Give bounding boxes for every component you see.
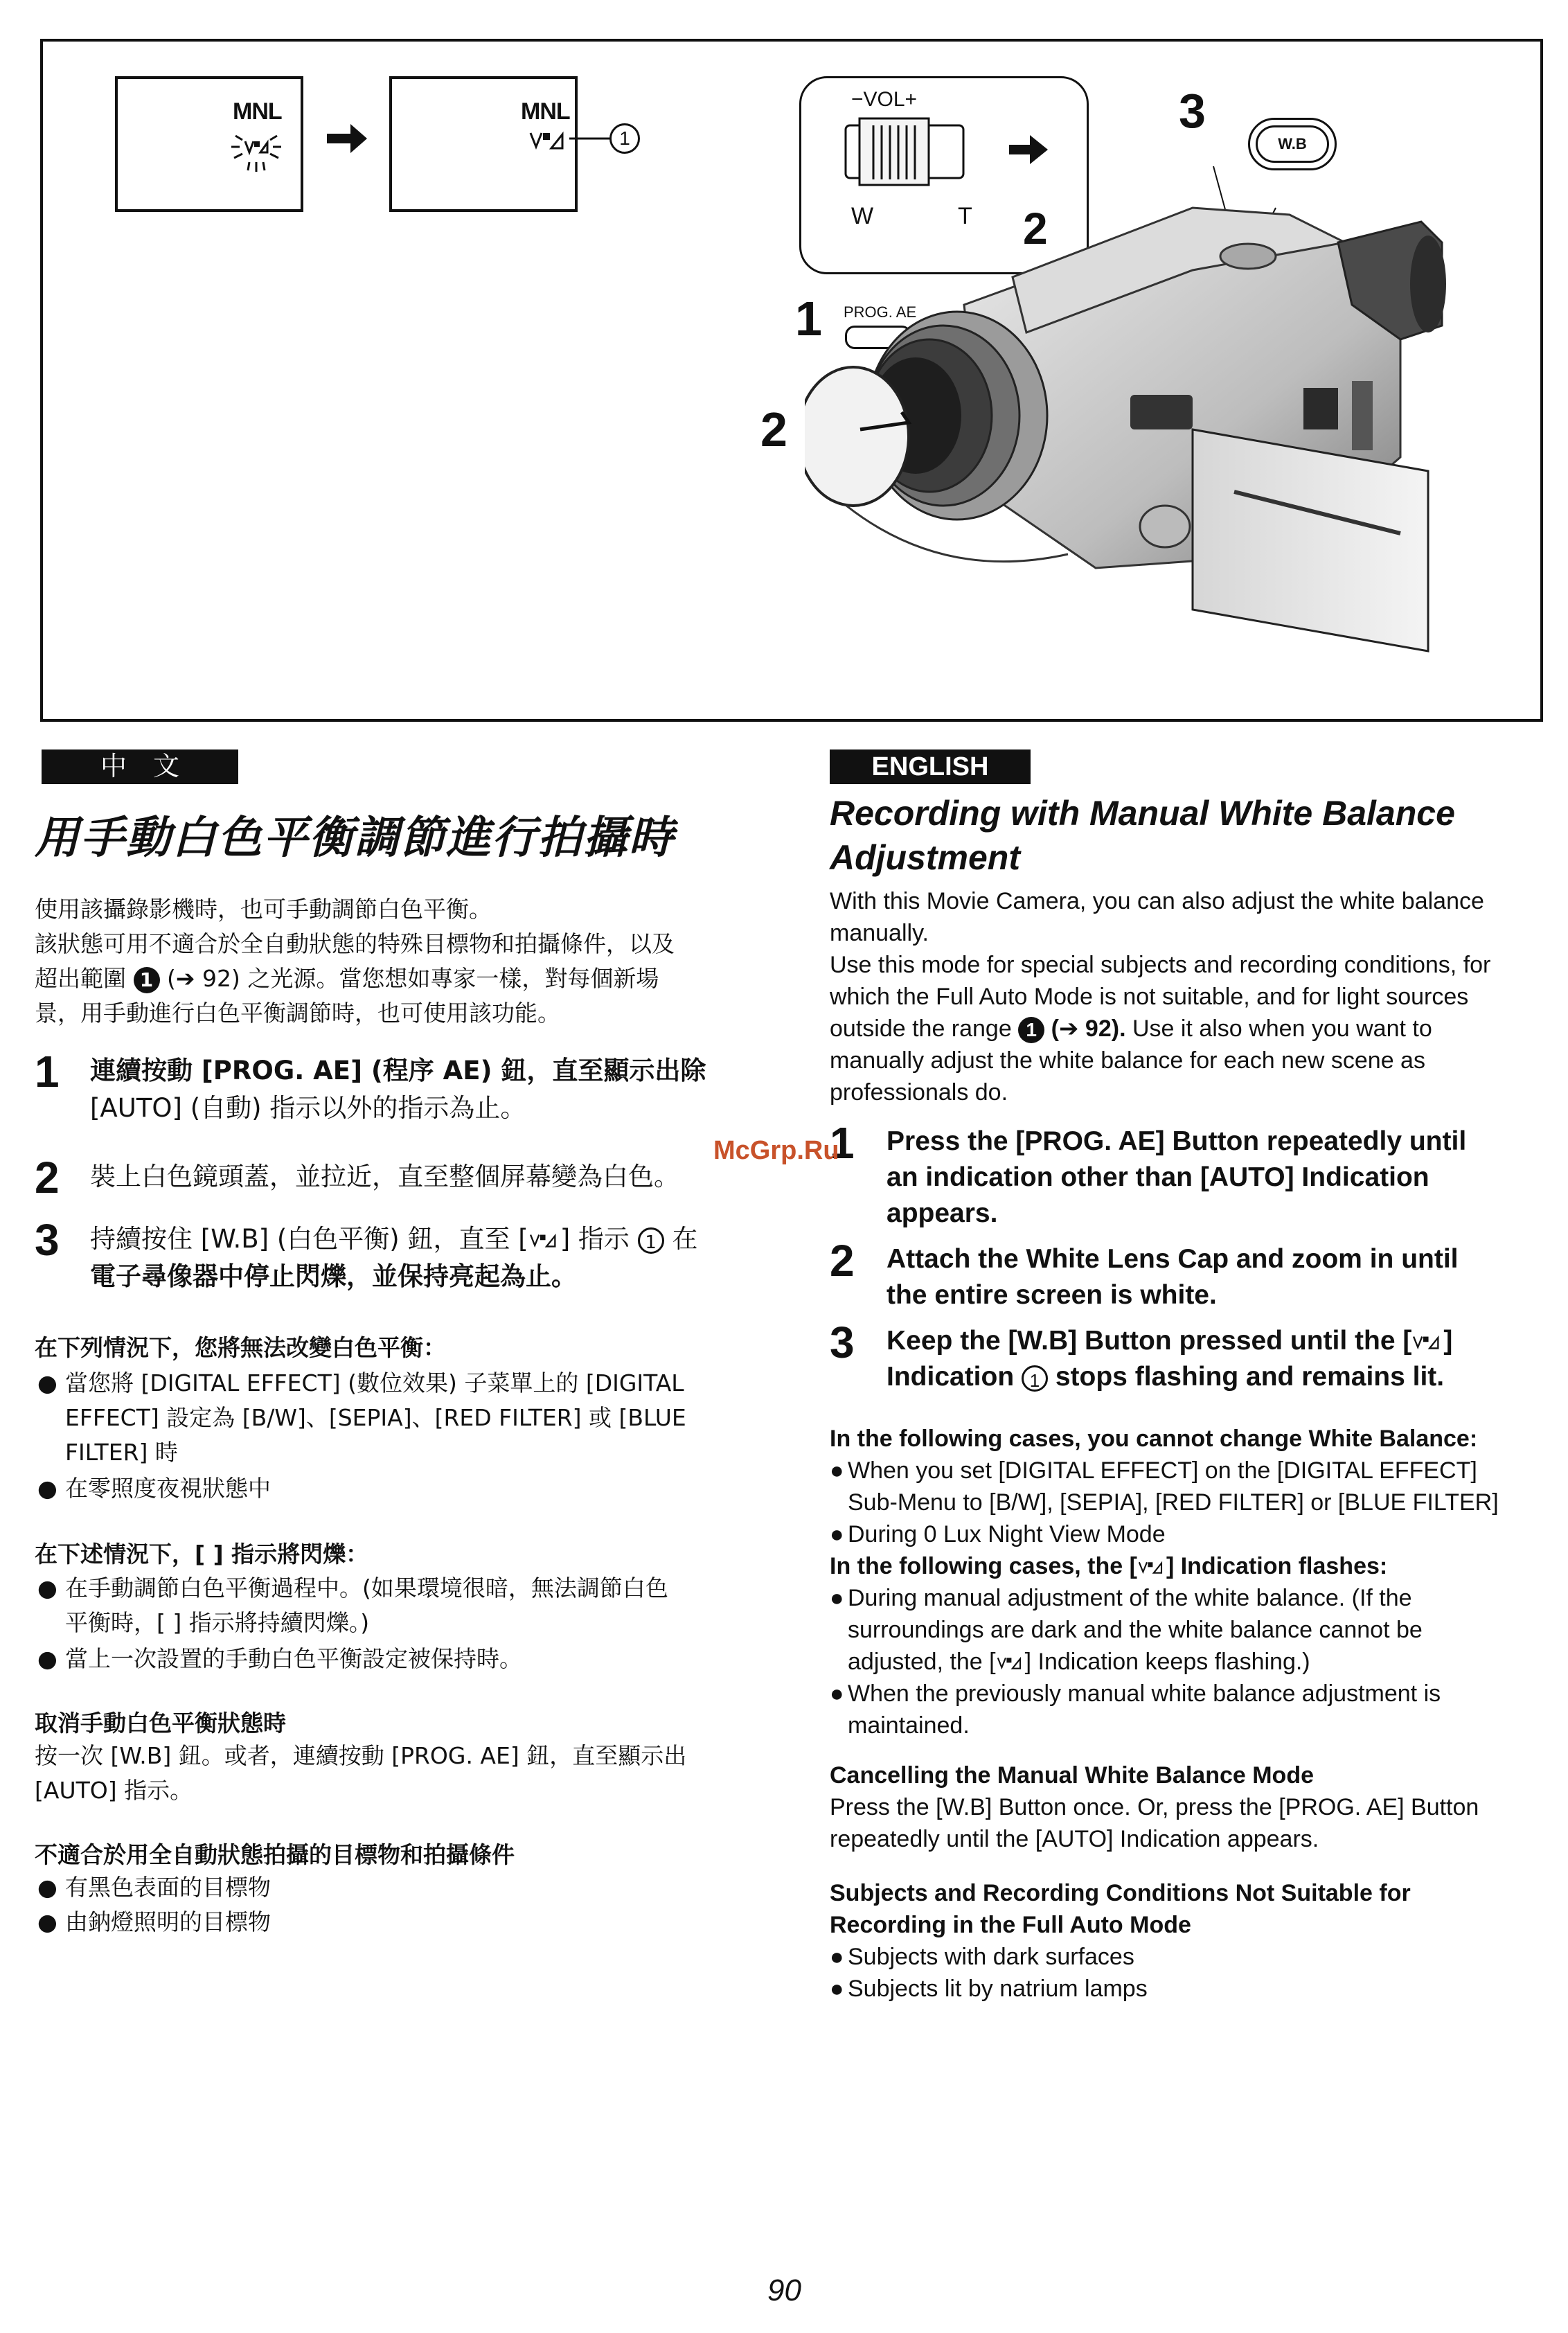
bullet-icon: ● <box>37 1645 57 1672</box>
mnl-label: MNL <box>521 98 570 125</box>
list-item <box>35 1905 755 1940</box>
bullet-icon: ● <box>830 1457 844 1484</box>
list-item-text: 平衡時，[ ] 指示將持續閃爍。) <box>65 1609 370 1636</box>
intro-text: Use it also when you want to <box>1125 1015 1432 1042</box>
mnl-label: MNL <box>233 98 282 125</box>
step-text: ] 指示 <box>560 1224 630 1254</box>
intro-line: 景，用手動進行白色平衡調節時，也可使用該功能。 <box>35 1000 560 1027</box>
intro-text: (➔ 92). <box>1051 1015 1126 1042</box>
lcd-display-lit <box>389 76 578 212</box>
step-2-zoom: 2 <box>1023 204 1048 254</box>
list-item-text: During manual adjustment of the white balance. (If the <box>848 1585 1412 1611</box>
step-text: 電子尋像器中停止閃爍，並保持亮起為止。 <box>90 1261 577 1291</box>
list-item-text: When you set [DIGITAL EFFECT] on the [DIGITAL EFFECT] <box>848 1457 1477 1484</box>
vol-label: −VOL+ <box>851 88 918 111</box>
intro-line: Use this mode for special subjects and recording conditions, for <box>830 952 1491 978</box>
paragraph: Press the [W.B] Button once. Or, press the [PROG. AE] Button <box>830 1794 1479 1820</box>
list-item <box>830 1678 1557 1741</box>
page-number: 90 <box>767 2273 801 2307</box>
intro-text: outside the range <box>830 1015 1012 1042</box>
list-item <box>830 1582 1557 1678</box>
bullet-icon: ● <box>37 1475 57 1502</box>
wide-label: W <box>851 203 874 229</box>
language-tag-chinese: 中 文 <box>42 749 238 784</box>
step-number: 3 <box>830 1318 855 1367</box>
step-1-label: 1 <box>795 292 822 346</box>
heading-cannot-change-wb-zh: 在下列情況下，您將無法改變白色平衡： <box>35 1334 446 1361</box>
arrow-right-icon <box>327 121 368 159</box>
wb-manual-icon <box>1137 1559 1166 1577</box>
bullet-icon: ● <box>830 1944 844 1970</box>
list-item-text: FILTER] 時 <box>65 1439 178 1466</box>
step-number: 3 <box>35 1215 60 1265</box>
bullet-icon: ● <box>37 1574 57 1602</box>
wb-manual-icon <box>996 1654 1025 1672</box>
wb-manual-icon <box>528 1231 560 1250</box>
title-chinese: 用手動白色平衡調節進行拍攝時 <box>35 813 675 864</box>
intro-text: (➔ 92) 之光源。當您想如專家一樣，對每個新場 <box>167 965 659 992</box>
step-text: Keep the [W.B] Button pressed until the [ <box>887 1326 1412 1356</box>
heading-text: ] Indication flashes: <box>1166 1553 1388 1579</box>
intro-line: manually adjust the white balance for each new scene as <box>830 1047 1425 1074</box>
list-item-text: ] Indication keeps flashing.) <box>1024 1649 1310 1675</box>
list-item-text: adjusted, the [ <box>848 1649 996 1675</box>
bullet-icon: ● <box>830 1585 844 1611</box>
callout-1: 1 <box>609 123 640 154</box>
lcd-display-flashing <box>115 76 303 212</box>
step-text: stops flashing and remains lit. <box>1055 1362 1445 1392</box>
heading-cancel-en: Cancelling the Manual White Balance Mode <box>830 1762 1314 1789</box>
step-text: 裝上白色鏡頭蓋，並拉近，直至整個屏幕變為白色。 <box>90 1162 679 1191</box>
step-number: 1 <box>830 1118 855 1168</box>
list-item <box>35 1642 755 1676</box>
illustration-frame <box>40 39 1543 722</box>
list-item <box>830 1941 1557 1973</box>
list-item-text: 在手動調節白色平衡過程中。(如果環境很暗，無法調節白色 <box>65 1574 668 1602</box>
wb-button-label: W.B <box>1256 125 1329 163</box>
wb-manual-icon <box>528 129 569 152</box>
step-text: ] <box>1443 1326 1453 1356</box>
intro-line <box>35 961 755 996</box>
list-item-text: Subjects lit by natrium lamps <box>848 1976 1148 2002</box>
step-text: [AUTO] (自動) 指示以外的指示為止。 <box>90 1093 526 1123</box>
step-3-label: 3 <box>1179 84 1206 138</box>
bullet-icon: ● <box>37 1874 57 1901</box>
list-item <box>830 1455 1557 1518</box>
bullet-icon: ● <box>830 1976 844 2002</box>
list-item-text: During 0 Lux Night View Mode <box>848 1521 1166 1547</box>
arrow-right-icon <box>1009 132 1051 167</box>
step-text: an indication other than [AUTO] Indication <box>887 1162 1429 1192</box>
step-number: 2 <box>35 1153 60 1203</box>
list-item <box>35 1571 755 1640</box>
wb-flashing-icon <box>222 122 291 177</box>
list-item-text: When the previously manual white balance adjustment is <box>848 1680 1441 1707</box>
intro-text: 超出範圍 <box>35 965 126 992</box>
list-item-text: 當您將 [DIGITAL EFFECT] (數位效果) 子菜單上的 [DIGITAL <box>65 1369 684 1396</box>
list-item <box>35 1471 755 1506</box>
list-item <box>35 1366 755 1470</box>
intro-line: With this Movie Camera, you can also adjust the white balance <box>830 888 1484 914</box>
step-text: 連續按動 [PROG. AE] (程序 AE) 鈕，直至顯示出除 <box>90 1056 706 1085</box>
heading-unsuitable-zh: 不適合於用全自動狀態拍攝的目標物和拍攝條件 <box>35 1841 515 1868</box>
heading-text: In the following cases, the [ <box>830 1553 1137 1579</box>
list-item-text: Subjects with dark surfaces <box>848 1944 1134 1970</box>
circled-number-1-icon: 1 <box>1018 1017 1044 1043</box>
paragraph: repeatedly until the [AUTO] Indication appears. <box>830 1826 1319 1852</box>
step-text: appears. <box>887 1198 998 1228</box>
list-item-text: 有黑色表面的目標物 <box>65 1874 271 1901</box>
watermark: McGrp.Ru <box>713 1136 839 1165</box>
heading-text: Recording in the Full Auto Mode <box>830 1912 1191 1938</box>
tele-label: T <box>958 203 972 229</box>
heading-text: Subjects and Recording Conditions Not Suitable for <box>830 1880 1411 1906</box>
heading-indication-flashes-zh: 在下述情況下，[ ] 指示將閃爍： <box>35 1541 369 1568</box>
list-item-text: maintained. <box>848 1712 970 1739</box>
step-text: Indication <box>887 1362 1015 1392</box>
heading-cannot-change-wb-en: In the following cases, you cannot change White Balance: <box>830 1426 1478 1452</box>
intro-line: 使用該攝錄影機時，也可手動調節白色平衡。 <box>35 896 492 923</box>
title-english <box>830 791 1550 880</box>
language-tag-english: ENGLISH <box>830 749 1031 784</box>
step-2-lens: 2 <box>760 402 787 456</box>
circled-1-icon: 1 <box>1022 1365 1048 1392</box>
list-item <box>830 1973 1557 2005</box>
list-item-text: 在零照度夜視狀態中 <box>65 1475 271 1502</box>
bullet-icon: ● <box>37 1369 57 1396</box>
list-item-text: 當上一次設置的手動白色平衡設定被保持時。 <box>65 1645 522 1672</box>
step-text: Press the [PROG. AE] Button repeatedly until <box>887 1126 1467 1156</box>
step-text: Attach the White Lens Cap and zoom in until <box>887 1244 1459 1274</box>
intro-line: which the Full Auto Mode is not suitable, and for light sources <box>830 984 1469 1010</box>
heading-cancel-zh: 取消手動白色平衡狀態時 <box>35 1710 286 1737</box>
heading-indication-flashes-en <box>830 1550 1550 1582</box>
wb-manual-icon <box>1411 1333 1443 1352</box>
intro-line: 該狀態可用不適合於全自動狀態的特殊目標物和拍攝條件，以及 <box>35 930 675 957</box>
step-text: the entire screen is white. <box>887 1280 1217 1310</box>
camcorder-illustration <box>805 166 1470 693</box>
title-line: Recording with Manual White Balance <box>830 794 1455 833</box>
circled-1-icon: 1 <box>638 1227 664 1254</box>
step-number: 2 <box>830 1236 855 1286</box>
list-item-text: Sub-Menu to [B/W], [SEPIA], [RED FILTER] or [BLUE FILTER] <box>848 1489 1499 1516</box>
step-number: 1 <box>35 1047 60 1097</box>
paragraph: [AUTO] 指示。 <box>35 1777 193 1804</box>
intro-line: professionals do. <box>830 1079 1008 1106</box>
bullet-icon: ● <box>37 1908 57 1935</box>
step-text: 持續按住 [W.B] (白色平衡) 鈕，直至 [ <box>90 1224 528 1254</box>
bullet-icon: ● <box>830 1680 844 1707</box>
list-item-text: surroundings are dark and the white balance cannot be <box>848 1617 1423 1643</box>
list-item-text: EFFECT] 設定為 [B/W]、[SEPIA]、[RED FILTER] 或 [BLUE <box>65 1404 686 1431</box>
wb-button-icon <box>1248 118 1337 170</box>
circled-number-1-icon: 1 <box>134 967 160 993</box>
callout-line <box>569 132 611 145</box>
prog-ae-label: PROG. AE <box>844 303 917 321</box>
bullet-icon: ● <box>830 1521 844 1547</box>
title-line: Adjustment <box>830 838 1020 877</box>
list-item <box>35 1870 755 1905</box>
step-text: 在 <box>672 1224 698 1254</box>
intro-line: manually. <box>830 920 929 946</box>
heading-unsuitable-en <box>830 1877 1550 1941</box>
list-item <box>830 1518 1557 1550</box>
list-item-text: 由鈉燈照明的目標物 <box>65 1908 271 1935</box>
intro-line <box>830 1013 1550 1045</box>
paragraph: 按一次 [W.B] 鈕。或者，連續按動 [PROG. AE] 鈕，直至顯示出 <box>35 1742 687 1769</box>
